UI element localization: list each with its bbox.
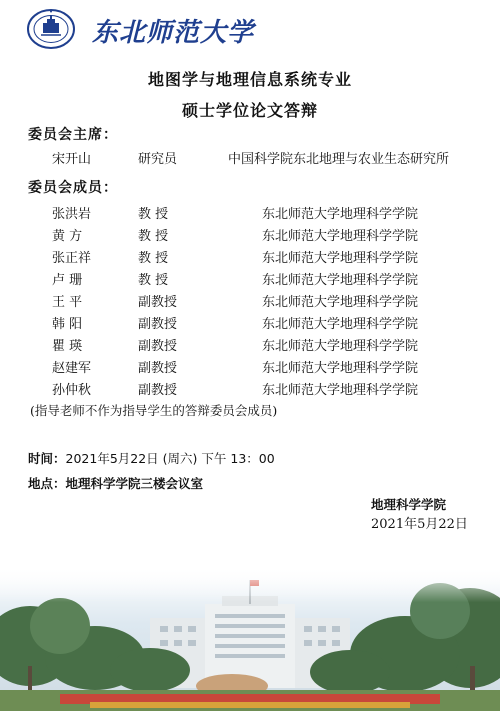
member-title: 副教授 bbox=[138, 339, 178, 354]
member-row bbox=[0, 335, 500, 357]
member-name: 王 平 bbox=[52, 295, 83, 310]
member-title: 教 授 bbox=[138, 273, 169, 288]
member-institution: 东北师范大学地理科学学院 bbox=[262, 251, 419, 266]
member-institution: 东北师范大学地理科学学院 bbox=[262, 229, 419, 244]
member-institution: 东北师范大学地理科学学院 bbox=[262, 207, 419, 222]
member-institution: 东北师范大学地理科学学院 bbox=[262, 383, 419, 398]
member-name: 黄 方 bbox=[52, 229, 83, 244]
chair-row bbox=[0, 148, 500, 170]
place-label: 地点： bbox=[28, 476, 66, 491]
member-row bbox=[0, 225, 500, 247]
member-institution: 东北师范大学地理科学学院 bbox=[262, 361, 419, 376]
member-name: 韩 阳 bbox=[52, 317, 83, 332]
defense-time bbox=[28, 449, 275, 467]
member-name: 卢 珊 bbox=[52, 273, 83, 288]
document-subtitle: 硕士学位论文答辩 bbox=[181, 101, 318, 120]
member-name: 孙仲秋 bbox=[52, 383, 92, 398]
member-title: 副教授 bbox=[138, 361, 178, 376]
chair-name: 宋开山 bbox=[52, 152, 92, 167]
member-institution: 东北师范大学地理科学学院 bbox=[262, 317, 419, 332]
time-value: 2021年5月22日 (周六) 下午 13：00 bbox=[65, 451, 275, 466]
member-row bbox=[0, 247, 500, 269]
member-title: 副教授 bbox=[138, 383, 178, 398]
chair-section-label: 委员会主席： bbox=[28, 127, 118, 143]
chair-institution: 中国科学院东北地理与农业生态研究所 bbox=[228, 152, 450, 167]
member-institution: 东北师范大学地理科学学院 bbox=[262, 295, 419, 310]
member-title: 副教授 bbox=[138, 295, 178, 310]
members-section-label: 委员会成员： bbox=[28, 180, 118, 196]
member-row bbox=[0, 357, 500, 379]
chair-title: 研究员 bbox=[138, 152, 178, 167]
member-row bbox=[0, 291, 500, 313]
university-name-logo: 东北师范大学 bbox=[92, 18, 255, 48]
member-title: 教 授 bbox=[138, 207, 169, 222]
member-title: 教 授 bbox=[138, 229, 169, 244]
member-institution: 东北师范大学地理科学学院 bbox=[262, 273, 419, 288]
defense-place bbox=[28, 474, 203, 492]
university-seal-logo bbox=[26, 8, 76, 50]
member-name: 张洪岩 bbox=[52, 207, 92, 222]
member-name: 瞿 瑛 bbox=[52, 339, 83, 354]
time-label: 时间： bbox=[28, 451, 66, 466]
signature-organization: 地理科学学院 bbox=[371, 497, 447, 512]
member-row bbox=[0, 203, 500, 225]
member-title: 教 授 bbox=[138, 251, 169, 266]
member-row bbox=[0, 313, 500, 335]
campus-building-photo bbox=[0, 566, 500, 711]
member-row bbox=[0, 379, 500, 401]
member-name: 赵建军 bbox=[52, 361, 92, 376]
member-row bbox=[0, 269, 500, 291]
document-title: 地图学与地理信息系统专业 bbox=[147, 70, 352, 89]
signature-date: 2021年5月22日 bbox=[371, 517, 468, 532]
member-title: 副教授 bbox=[138, 317, 178, 332]
member-name: 张正祥 bbox=[52, 251, 92, 266]
member-institution: 东北师范大学地理科学学院 bbox=[262, 339, 419, 354]
place-value: 地理科学学院三楼会议室 bbox=[65, 476, 204, 491]
advisor-note: (指导老师不作为指导学生的答辩委员会成员) bbox=[30, 403, 278, 418]
